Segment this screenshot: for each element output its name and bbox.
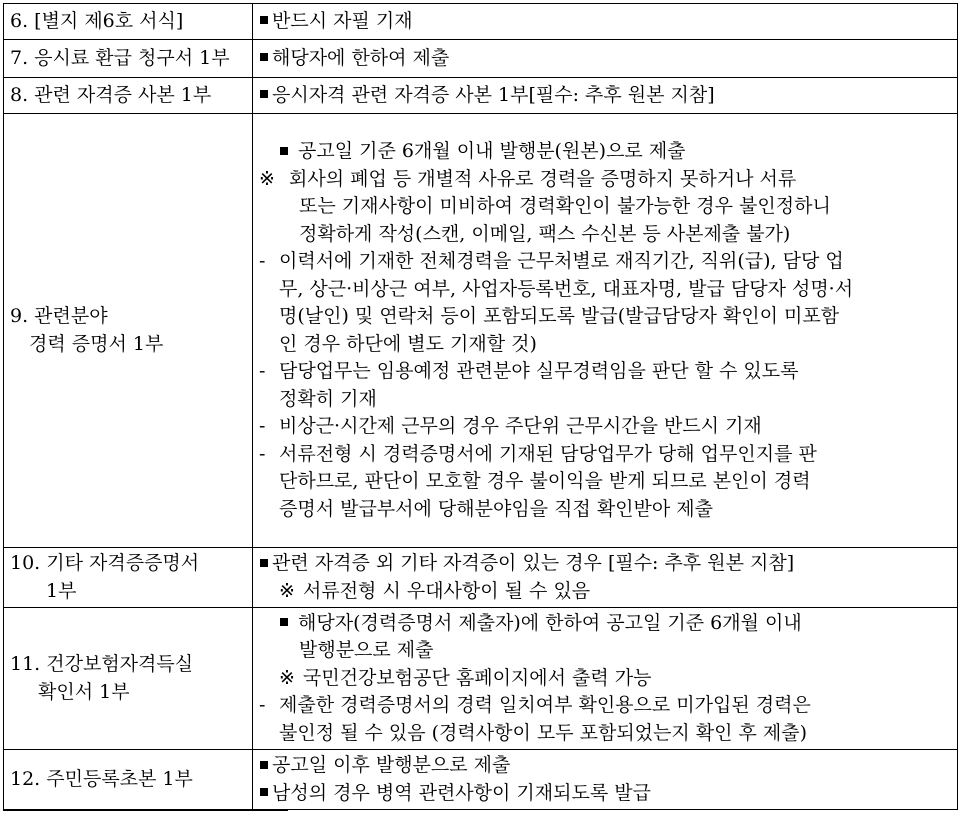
square-bullet-icon [260,90,268,98]
row-label: 11. 건강보험자격득실 확인서 1부 [4,608,253,750]
square-bullet-icon [280,147,288,155]
table-row [4,114,958,548]
table-row [4,750,958,810]
table-row [4,78,958,114]
row-label: 12. 주민등록초본 1부 [4,750,253,810]
table-row [4,548,958,608]
row-label: 10. 기타 자격증증명서 1부 [4,548,253,608]
row-label: 9. 관련분야 경력 증명서 1부 [4,114,253,548]
row-label: 7. 응시료 환급 청구서 1부 [4,40,253,78]
row-content: 공고일 기준 6개월 이내 발행분(원본)으로 제출 ※ 회사의 폐업 등 개별적 사유로 경력을 증명하지 못하거나 서류 또는 기재사항이 미비하여 경력확인이 불가능한 경우 불인정하니 정확하게 작성(스캔, 이메일, 팩스 수신본 등 사본제출 불가) - 이력서에 기재한 전체경력을 근무처별로 재직기간, 직위(급), 담당 업 무, 상근·비상근 여부, 사업자등록번호, 대표자명, 발급 담당자 성명·서 명(날인) 및 연락처 등이 포함되도록 발급(발급담당자 확인이 미포함 인 경우 하단에 별도 기재할 것) - 담당업무는 임용예정 관련분야 실무경력임을 판단 할 수 있도록 정확히 기재 - 비상근·시간제 근무의 경우 주단위 근무시간을 반드시 기재 - 서류전형 시 경력증명서에 기재된 담당업무가 당해 업무인지를 판 단하므로, 판단이 모호할 경우 불이익을 받게 되므로 본인이 경력 증명서 발급부서에 당해분야임을 직접 확인받아 제출 [253,114,958,548]
square-bullet-icon [260,788,268,796]
table-row [4,40,958,78]
square-bullet-icon [260,53,268,61]
row-content: 공고일 이후 발행분으로 제출 남성의 경우 병역 관련사항이 기재되도록 발급 [253,750,958,810]
row-content: 반드시 자필 기재 [253,4,958,40]
table-row [4,608,958,750]
square-bullet-icon [260,761,268,769]
row-content: 해당자에 한하여 제출 [253,40,958,78]
row-label: 8. 관련 자격증 사본 1부 [4,78,253,114]
table-row [4,4,958,40]
row-content: 관련 자격증 외 기타 자격증이 있는 경우 [필수: 추후 원본 지참] ※ 서류전형 시 우대사항이 될 수 있음 [253,548,958,608]
row-content: 응시자격 관련 자격증 사본 1부[필수: 추후 원본 지참] [253,78,958,114]
square-bullet-icon [260,559,268,567]
row-content: 해당자(경력증명서 제출자)에 한하여 공고일 기준 6개월 이내 발행분으로 제출 ※ 국민건강보험공단 홈페이지에서 출력 가능 - 제출한 경력증명서의 경력 일치여부 확인용으로 미가입된 경력은 불인정 될 수 있음 (경력사항이 모두 포함되었는지 확인 후 제출) [253,608,958,750]
square-bullet-icon [260,16,268,24]
document-table [3,3,958,810]
row-label: 6. [별지 제6호 서식] [4,4,253,40]
footnote-rule [3,810,288,811]
square-bullet-icon [280,618,288,626]
